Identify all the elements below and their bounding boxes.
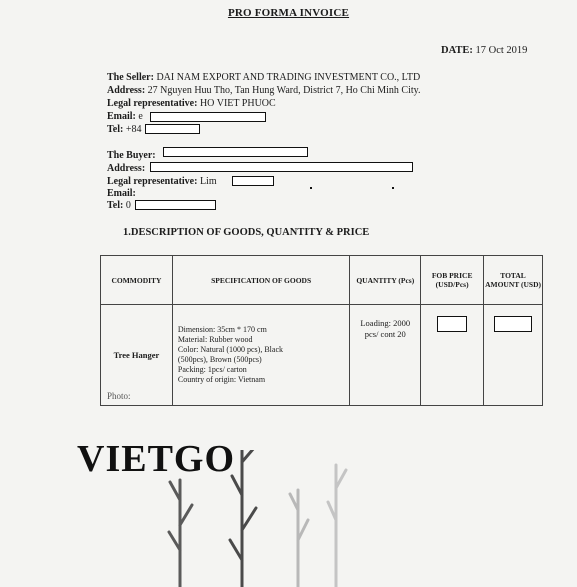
seller-address-line: Address: 27 Nguyen Huu Tho, Tan Hung Ward, District 7, Ho Chi Minh City. (107, 85, 421, 96)
header-specification: SPECIFICATION OF GOODS (172, 256, 349, 305)
vietgo-watermark-logo: VIETGO (77, 438, 236, 480)
section-title: 1.DESCRIPTION OF GOODS, QUANTITY & PRICE (123, 227, 370, 238)
header-commodity: COMMODITY (101, 256, 173, 305)
seller-line: The Seller: DAI NAM EXPORT AND TRADING INVESTMENT CO., LTD (107, 72, 421, 83)
total-amount-cell (484, 305, 543, 406)
date-value: 17 Oct 2019 (475, 45, 528, 56)
document-title: PRO FORMA INVOICE (227, 7, 350, 19)
seller-address: 27 Nguyen Huu Tho, Tan Hung Ward, District 7, Ho Chi Minh City. (147, 85, 421, 96)
redaction-box (437, 316, 467, 332)
redaction-box (135, 200, 216, 210)
buyer-legal-line: Legal representative: Lim (107, 176, 217, 187)
header-total-amount: TOTAL AMOUNT (USD) (484, 256, 543, 305)
header-quantity: QUANTITY (Pcs) (350, 256, 421, 305)
seller-email-line: Email: e (107, 111, 143, 122)
spec-line: Material: Rubber wood (177, 335, 253, 344)
buyer-tel: 0 (125, 200, 131, 211)
redaction-box (145, 124, 200, 134)
buyer-tel-line: Tel: 0 (107, 200, 131, 211)
date-label: DATE: (441, 45, 473, 56)
redaction-box (232, 176, 274, 186)
spec-line: Dimension: 35cm * 170 cm (177, 325, 267, 334)
redaction-box (494, 316, 532, 332)
commodity-cell: Tree Hanger (101, 305, 173, 406)
spec-line: Country of origin: Vietnam (177, 375, 266, 384)
redaction-box (150, 112, 266, 122)
table-header-row (101, 256, 543, 305)
header-fob-price: FOB PRICE (USD/Pcs) (421, 256, 484, 305)
invoice-date (441, 45, 527, 56)
seller-legal-line: Legal representative: HO VIET PHUOC (107, 98, 276, 109)
seller-name: DAI NAM EXPORT AND TRADING INVESTMENT CO., LTD (156, 72, 421, 83)
spec-line: Packing: 1pcs/ carton (177, 365, 247, 374)
seller-legal: HO VIET PHUOC (199, 98, 276, 109)
redaction-box (150, 162, 413, 172)
table-row (101, 305, 543, 406)
buyer-line: The Buyer: (107, 150, 156, 161)
seller-tel-line: Tel: +84 (107, 124, 142, 135)
spec-cell (172, 305, 349, 406)
seller-tel: +84 (125, 124, 142, 135)
speck (392, 187, 394, 189)
spec-line: Color: Natural (1000 pcs), Black (177, 345, 283, 354)
fob-price-cell (421, 305, 484, 406)
seller-email: e (138, 111, 143, 122)
goods-table (100, 255, 543, 406)
speck (310, 187, 312, 189)
photo-label: Photo: (107, 391, 131, 401)
buyer-email-line: Email: (107, 188, 136, 199)
spec-line: (500pcs), Brown (500pcs) (177, 355, 262, 364)
buyer-address-line: Address: (107, 163, 146, 174)
redaction-box (163, 147, 308, 157)
quantity-cell: Loading: 2000 pcs/ cont 20 (350, 305, 421, 406)
buyer-legal: Lim (199, 176, 217, 187)
